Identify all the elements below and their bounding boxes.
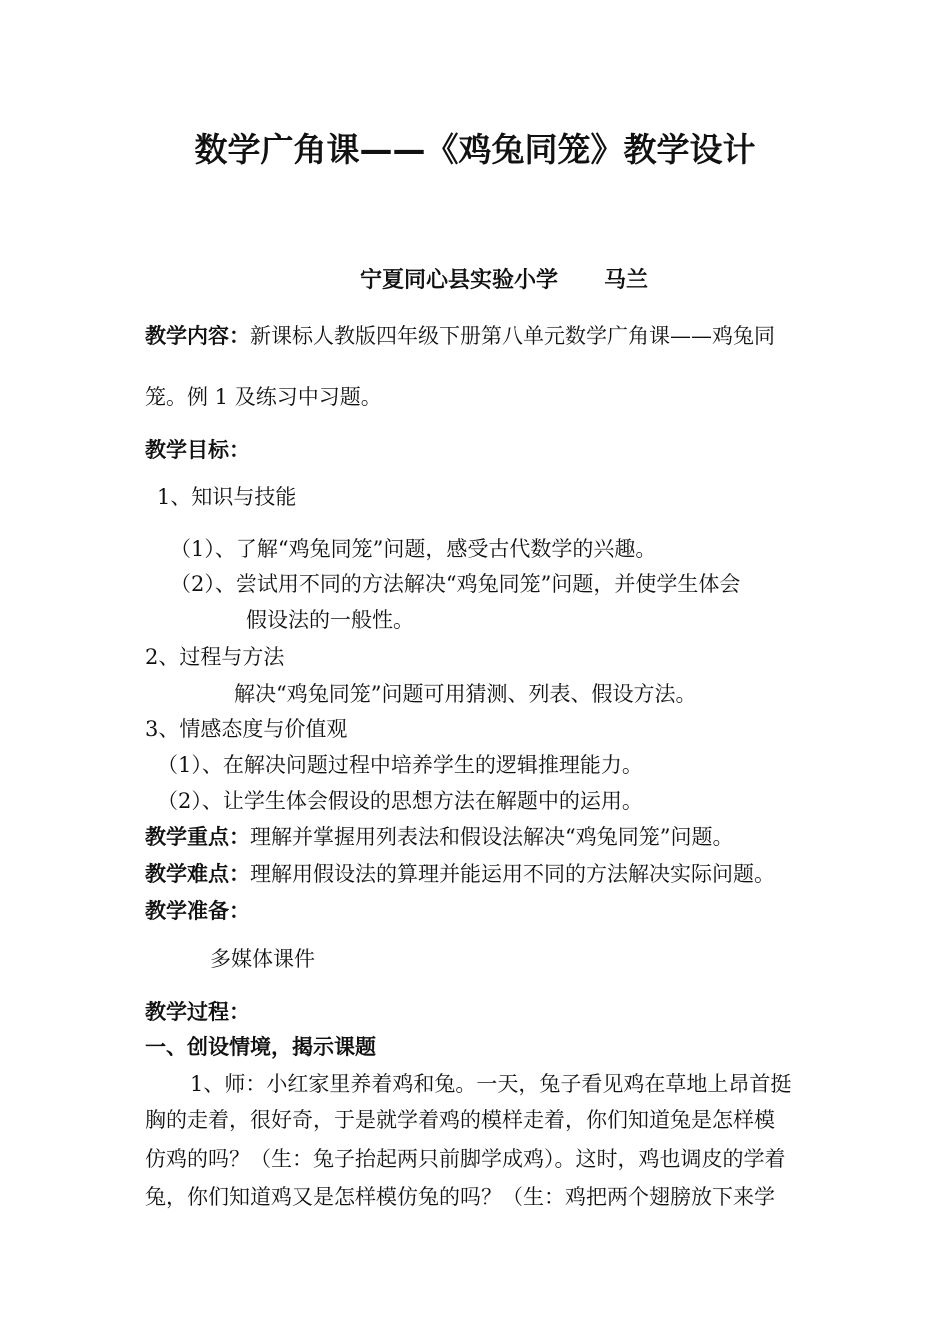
process-heading: 教学过程： xyxy=(145,1000,250,1024)
author-line xyxy=(360,266,648,296)
key-point-label: 教学重点： xyxy=(145,825,250,849)
preparation-heading: 教学准备： xyxy=(145,899,250,923)
process-para-line4: 兔，你们知道鸡又是怎样模仿兔的吗？（生：鸡把两个翅膀放下来学 xyxy=(145,1185,775,1209)
key-point-line xyxy=(145,823,733,851)
content-text-1: 新课标人教版四年级下册第八单元数学广角课——鸡兔同 xyxy=(250,324,775,348)
objective-2: 2、过程与方法 xyxy=(145,645,285,669)
content-line-2: 笼。例 1 及练习中习题。 xyxy=(145,385,382,409)
objective-1-2-line1: （2）、尝试用不同的方法解决“鸡兔同笼”问题，并使学生体会 xyxy=(170,572,741,596)
content-label: 教学内容： xyxy=(145,324,250,348)
process-para-line3: 仿鸡的吗？（生：兔子抬起两只前脚学成鸡）。这时，鸡也调皮的学着 xyxy=(145,1147,786,1171)
objective-3: 3、情感态度与价值观 xyxy=(145,717,348,741)
content-line-1 xyxy=(145,322,775,350)
document-title: 数学广角课——《鸡兔同笼》教学设计 xyxy=(194,130,756,169)
objective-3-1: （1）、在解决问题过程中培养学生的逻辑推理能力。 xyxy=(157,753,643,777)
objective-1-2-line2: 假设法的一般性。 xyxy=(246,608,414,632)
author-name: 马兰 xyxy=(604,268,649,293)
difficulty-text: 理解用假设法的算理并能运用不同的方法解决实际问题。 xyxy=(250,862,775,886)
process-section-1: 一、创设情境，揭示课题 xyxy=(145,1035,376,1059)
objective-1: 1、知识与技能 xyxy=(157,485,297,509)
process-para-line1: 1、师：小红家里养着鸡和兔。一天，兔子看见鸡在草地上昂首挺 xyxy=(190,1072,792,1096)
objective-3-2: （2）、让学生体会假设的思想方法在解题中的运用。 xyxy=(157,789,643,813)
difficulty-line xyxy=(145,860,775,888)
objective-1-1: （1）、了解“鸡兔同笼”问题，感受古代数学的兴趣。 xyxy=(170,537,657,561)
difficulty-label: 教学难点： xyxy=(145,862,250,886)
author-school: 宁夏同心县实验小学 xyxy=(360,268,559,293)
objective-2-text: 解决“鸡兔同笼”问题可用猜测、列表、假设方法。 xyxy=(234,682,697,706)
process-para-line2: 胸的走着，很好奇，于是就学着鸡的模样走着，你们知道兔是怎样模 xyxy=(145,1108,775,1132)
objectives-heading: 教学目标： xyxy=(145,438,250,462)
key-point-text: 理解并掌握用列表法和假设法解决“鸡兔同笼”问题。 xyxy=(250,825,734,849)
preparation-text: 多媒体课件 xyxy=(210,947,315,971)
